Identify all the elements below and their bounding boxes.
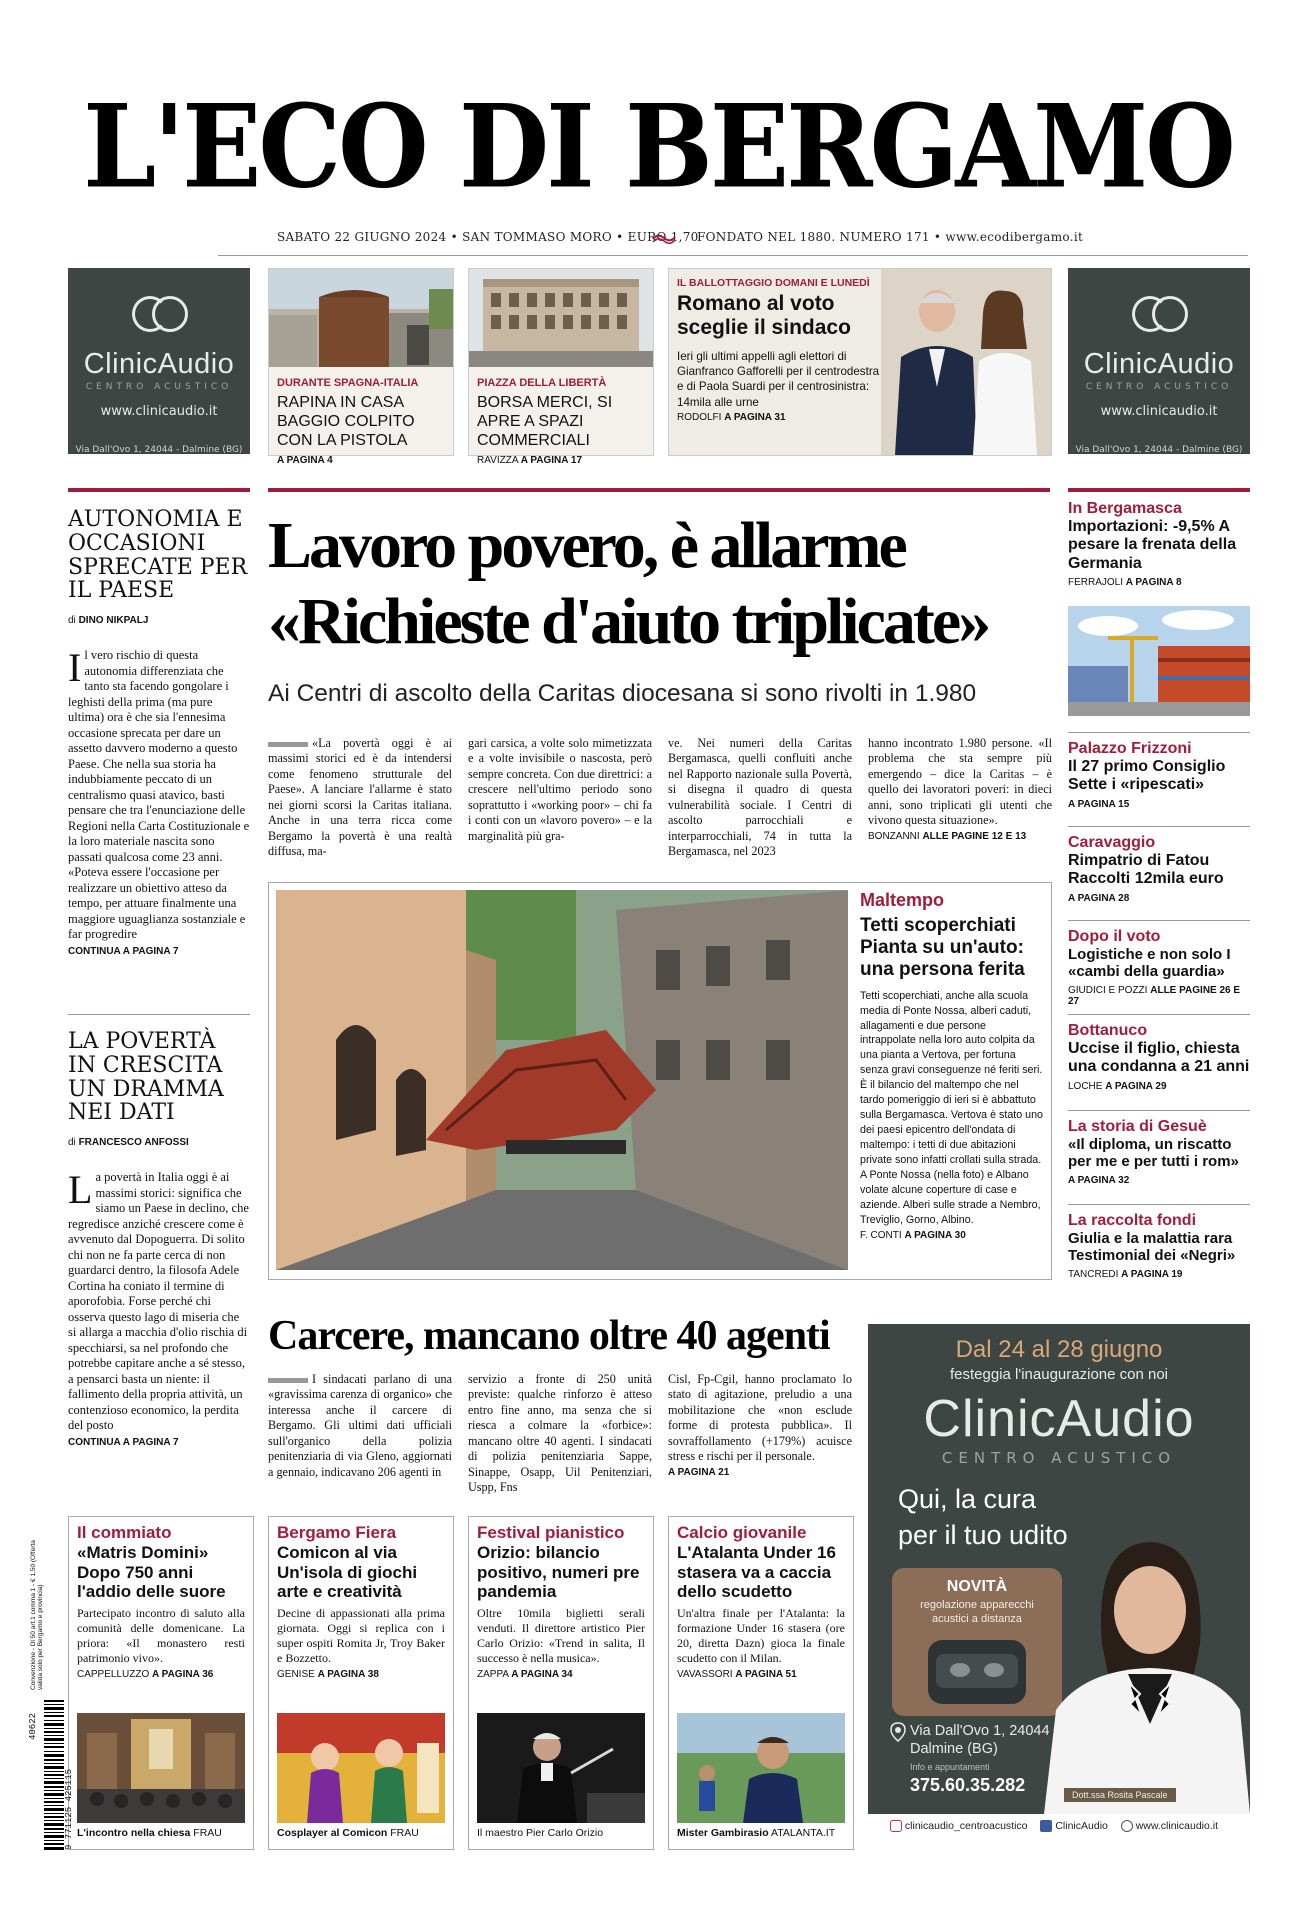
bottom-headline: «Matris Domini» Dopo 750 anni l'addio delle suore	[77, 1543, 226, 1602]
op-ed-autonomia[interactable]	[68, 508, 250, 957]
bottom-kicker: Il commiato	[77, 1523, 172, 1542]
ad-brand: ClinicAudio	[1083, 348, 1235, 380]
ad-address: Via Dall'Ovo 1, 24044 - Dalmine (BG)	[1075, 445, 1243, 455]
globe-icon	[1121, 1820, 1133, 1832]
op-ed-text: l vero rischio di questa autonomia differenziata che tanto sta facendo gongolare i leghisti della prima (ma pure ultima) ora è che sia l'ennesima occasione sprecata per dare un assetto davvero moderno a questo Paese. Che nella sua storia ha indubbiamente peccato di un centralismo quasi atavico, basti pensare che tra l'enunciazione delle Regioni nella Carta Costituzionale e la loro materiale nascita sono passati qualcosa come 23 anni. «Poteva essere l'occasione per realizzare un obiettivo atteso da tempo, per attuare finalmente una maggiore uguaglianza sostanziale e far progredire	[68, 648, 250, 941]
weather-kicker: Maltempo	[860, 890, 945, 910]
lead-column-2: gari carsica, a volte solo mimetizzata e a volte invisibile o nascosta, però sempre concreta. Con due direttrici: a crescere nell'ultimo periodo sono soprattutto i «working poor» – chi fa i conti con un «lavoro povero» – e la marginalità più gra-	[468, 736, 652, 843]
big-ad-social-bar	[868, 1820, 1250, 1846]
weather-photo-street	[276, 890, 848, 1270]
bottom-box-matris-domini[interactable]	[68, 1516, 254, 1850]
barcode-icon	[44, 1700, 64, 1850]
lead-column-4: hanno incontrato 1.980 persone. «Il problema che sta sempre più emergendo – dice la Caritas – è quello dei lavoratori poveri: in dieci anni, sono triplicati gli utenti che vivono questa situazione». BONZANNI ALLE PAGINE 12 E 13	[868, 736, 1052, 842]
big-ad-info-label: Info e appuntamenti	[910, 1762, 990, 1773]
bottom-ref-page: A PAGINA 51	[735, 1668, 797, 1680]
sidebar-headline: Rimpatrio di Fatou Raccolti 12mila euro	[1068, 852, 1224, 888]
ballot-headline: Romano al voto sceglie il sindaco	[677, 292, 851, 340]
sidebar-ref-page: A PAGINA 29	[1105, 1080, 1167, 1092]
op-ed-dropcap: L	[68, 1167, 93, 1212]
teaser-kicker: DURANTE SPAGNA-ITALIA	[277, 377, 419, 389]
bottom-text: Oltre 10mila biglietti serali venduti. Il direttore artistico Pier Carlo Orizio: «Trend in salita, Il successo è nella musica».	[477, 1605, 645, 1666]
sidebar-headline: Il 27 primo Consiglio Sette i «ripescati»	[1068, 758, 1226, 794]
ad-sub: CENTRO ACUSTICO	[1085, 382, 1233, 392]
op-ed-dropcap: I	[68, 645, 82, 690]
social-web[interactable]: www.clinicaudio.it	[1135, 1820, 1219, 1832]
bottom-box-atalanta[interactable]	[668, 1516, 854, 1850]
big-ad-tagline1: Qui, la cura	[898, 1484, 1037, 1514]
bottom-ref-author: GENISE	[277, 1668, 315, 1680]
teaser-ballottaggio[interactable]	[668, 268, 1052, 456]
social-facebook[interactable]: ClinicAudio	[1055, 1820, 1108, 1832]
big-ad-brand: ClinicAudio	[923, 1390, 1195, 1448]
clinicaudio-logo-icon	[126, 294, 192, 338]
sidebar-ref-author: FERRAJOLI	[1068, 577, 1124, 589]
sidebar-divider	[1068, 1110, 1250, 1111]
sidebar-item-gesue[interactable]	[1068, 1118, 1250, 1186]
bottom-text: Un'altra finale per l'Atalanta: la formazione Under 16 stasera (ore 20, diretta Dazn) gioca la finale scudetto con il Milan.	[677, 1605, 845, 1666]
ballot-ref-author: RODOLFI	[677, 411, 722, 423]
big-ad-sub: CENTRO ACUSTICO	[941, 1449, 1177, 1467]
teaser-photo-building	[469, 269, 653, 367]
teaser-headline: RAPINA IN CASA BAGGIO COLPITO CON LA PISTOLA	[277, 394, 415, 450]
prison-ref-page: A PAGINA 21	[668, 1466, 730, 1478]
bottom-ref-page: A PAGINA 36	[152, 1668, 214, 1680]
sidebar-divider	[1068, 732, 1250, 733]
big-ad-address2: Dalmine (BG)	[910, 1741, 998, 1758]
bottom-ref-author: CAPPELLUZZO	[77, 1668, 150, 1680]
op-ed-title: LA POVERTÀ IN CRESCITA UN DRAMMA NEI DATI	[68, 1029, 224, 1126]
big-ad-badge-text: regolazione apparecchi acustici a distanza	[920, 1599, 1034, 1626]
sidebar-ref-author: LOCHE	[1068, 1080, 1103, 1092]
prison-column-3: Cisl, Fp-Cgil, hanno proclamato lo stato di agitazione, preludio a una mobilitazione che «non esclude forme di protesta pubblica». Il sovraffollamento (+179%) acuisce stress e rischi per il personale. A PAGINA 21	[668, 1372, 852, 1478]
lead-ref-author: BONZANNI	[868, 830, 920, 842]
sidebar-headline: Logistiche e non solo I «cambi della guardia»	[1068, 946, 1231, 981]
teaser-ref-page: A PAGINA 4	[277, 454, 333, 466]
sidebar-kicker: Caravaggio	[1068, 834, 1156, 851]
sidebar-headline: «Il diploma, un riscatto per me e per tutti i rom»	[1068, 1136, 1239, 1171]
big-ad-doctor: Dott.ssa Rosita Pascale	[1064, 1788, 1176, 1802]
big-ad-clinicaudio[interactable]	[868, 1324, 1250, 1814]
weather-ref-page: A PAGINA 30	[904, 1230, 966, 1242]
bottom-kicker: Bergamo Fiera	[277, 1523, 397, 1542]
bottom-photo-cosplayer	[277, 1713, 445, 1823]
bottom-kicker: Festival pianistico	[477, 1523, 625, 1542]
bottom-ref-author: VAVASSORI	[677, 1668, 733, 1680]
bottom-caption-credit: ATALANTA.IT	[770, 1827, 836, 1839]
op-ed-author: DINO NIKPALJ	[78, 615, 149, 626]
big-ad-phone[interactable]: 375.60.35.282	[910, 1774, 1026, 1795]
op-ed-text: a povertà in Italia oggi è ai massimi storici: significa che siamo un Paese in declino, che regredisce anziché crescere come è avvenuto dal Dopoguerra. Di solito chi non ne fa parte cerca di non guardarci dentro, la filosofa Adele Cortina ha coniato il termine di aporofobia. Forse perché chi osserva questo lago di miseria che si allarga a macchia d'olio rischia di specchiarsi, sa nel profondo che potrebbe capitare anche a sé stesso, a pensarci basta un niente: il fallimento della propria attività, un contenzioso economico, la perdita del posto	[68, 1170, 249, 1432]
lead-headline-line2[interactable]: «Richieste d'aiuto triplicate»	[268, 585, 989, 658]
sidebar-ref-page: A PAGINA 19	[1121, 1268, 1183, 1280]
lead-rule	[268, 488, 1050, 492]
bottom-headline: L'Atalanta Under 16 stasera va a caccia dello scudetto	[677, 1543, 836, 1602]
right-column-rule	[1068, 488, 1250, 492]
big-ad-dates: Dal 24 al 28 giugno	[955, 1336, 1163, 1363]
lead-column-1: «La povertà oggi è ai massimi storici ed è da intendersi come fenomeno strutturale del Paese». A lanciare l'allarme è stato nei giorni scorsi la Caritas italiana. Anche in una terra ricca come Bergamo la povertà è una realtà diffusa, ma-	[268, 736, 452, 859]
teaser-headline: BORSA MERCI, SI APRE A SPAZI COMMERCIALI	[477, 394, 613, 450]
sidebar-ref-page: A PAGINA 8	[1125, 577, 1182, 589]
sidebar-item-palazzo-frizzoni[interactable]	[1068, 740, 1250, 810]
sidebar-ref-author: TANCREDI	[1068, 1268, 1119, 1280]
lead-ref-page: ALLE PAGINE 12 E 13	[922, 830, 1027, 842]
op-ed-by: di	[68, 615, 76, 626]
bottom-caption: Mister Gambirasio	[677, 1827, 769, 1839]
sidebar-divider	[1068, 920, 1250, 921]
instagram-icon	[890, 1820, 902, 1832]
sidebar-divider	[1068, 1204, 1250, 1205]
wave-icon	[652, 229, 676, 241]
op-ed-title: AUTONOMIA E OCCASIONI SPRECATE PER IL PAESE	[68, 507, 248, 604]
barcode-issue-code: 40622	[28, 1712, 38, 1740]
barcode-number: 9 771125 425115	[64, 1768, 74, 1850]
prison-column-2: servizio a fronte di 250 unità previste: qualche rinforzo è atteso entro fine anno, ma senza che si riesca a colmare la «forbice»: mancano oltre 40 agenti. I sindacati di polizia penitenziaria Sappe, Sinappe, Osapp, Uil Penitenziari, Uspp, Fns	[468, 1372, 652, 1495]
op-ed-poverta[interactable]	[68, 1030, 250, 1448]
ballot-kicker: IL BALLOTTAGGIO DOMANI E LUNEDÌ	[677, 277, 870, 289]
ballot-ref-page: A PAGINA 31	[724, 411, 786, 423]
big-ad-badge-title: NOVITÀ	[946, 1578, 1008, 1595]
ad-url: www.clinicaudio.it	[100, 404, 218, 419]
sidebar-kicker: La raccolta fondi	[1068, 1212, 1197, 1229]
barcode-legal-text: Convenzione - Dl 50 art.1 comma 1 - € 1,50 (Offerta valida solo per Bergamo e provincia)	[30, 1540, 45, 1690]
prison-headline[interactable]: Carcere, mancano oltre 40 agenti	[268, 1313, 830, 1359]
weather-headline: Tetti scoperchiati Pianta su un'auto: una persona ferita	[860, 915, 1025, 980]
left-divider	[68, 1014, 250, 1015]
weather-text-block	[860, 890, 1044, 1241]
op-ed-author: FRANCESCO ANFOSSI	[78, 1137, 189, 1148]
bottom-box-comicon[interactable]	[268, 1516, 454, 1850]
left-column-rule	[68, 488, 250, 492]
bottom-caption: Il maestro Pier Carlo Orizio	[477, 1827, 604, 1839]
bottom-ref-page: A PAGINA 38	[317, 1668, 379, 1680]
bottom-text: Decine di appassionati alla prima giornata. Oggi si replica con i super ospiti Romita Jr, Troy Baker e Bozzetto.	[277, 1605, 445, 1666]
sidebar-photo-containers	[1068, 606, 1250, 716]
teaser-kicker: PIAZZA DELLA LIBERTÀ	[477, 377, 607, 389]
big-ad-address1: Via Dall'Ovo 1, 24044	[910, 1723, 1050, 1739]
bottom-caption: Cosplayer al Comicon	[277, 1827, 388, 1839]
bottom-headline: Comicon al via Un'isola di giochi arte e creatività	[277, 1543, 418, 1602]
ad-sub: CENTRO ACUSTICO	[85, 382, 233, 392]
bottom-ref-author: ZAPPA	[477, 1668, 509, 1680]
bottom-headline: Orizio: bilancio positivo, numeri pre pandemia	[477, 1543, 640, 1602]
top-left-ad[interactable]	[68, 268, 250, 454]
bottom-caption-credit: FRAU	[390, 1827, 419, 1839]
ad-url: www.clinicaudio.it	[1100, 404, 1218, 419]
ballot-photo-candidates	[881, 269, 1051, 455]
sidebar-item-caravaggio[interactable]	[1068, 834, 1250, 904]
lead-subtitle: Ai Centri di ascolto della Caritas diocesana si sono rivolti in 1.980	[268, 680, 977, 707]
bottom-ref-page: A PAGINA 34	[511, 1668, 573, 1680]
social-instagram[interactable]: clinicaudio_centroacustico	[904, 1820, 1028, 1832]
ballot-text: Ieri gli ultimi appelli agli elettori di Gianfranco Gafforelli per il centrodestra e di Paola Suardi per il centrosinistra: 14mila alle urne	[677, 349, 880, 409]
sidebar-divider	[1068, 826, 1250, 827]
sidebar-item-importazioni[interactable]	[1068, 500, 1250, 588]
bottom-photo-church	[77, 1713, 245, 1823]
sidebar-ref-page: A PAGINA 28	[1068, 892, 1130, 904]
teaser-ref-author: RAVIZZA	[477, 454, 518, 466]
date-line: SABATO 22 GIUGNO 2024 • SAN TOMMASO MORO • EURO 1,70	[277, 230, 699, 244]
bottom-box-festival-pianistico[interactable]	[468, 1516, 654, 1850]
top-right-ad[interactable]	[1068, 268, 1250, 454]
bottom-kicker: Calcio giovanile	[677, 1523, 807, 1542]
ad-address: Via Dall'Ovo 1, 24044 - Dalmine (BG)	[75, 445, 243, 455]
prison-column-1: I sindacati parlano di una «gravissima carenza di organico» che interessa anche il carcere di Bergamo. Gli ultimi dati ufficiali sull'organico della polizia penitenziaria di via Gleno, aggiornati a gennaio, indicavano 206 agenti in	[268, 1372, 452, 1479]
sidebar-ref-page: ALLE PAGINE 26 E 27	[1068, 984, 1241, 1007]
masthead-rule	[218, 255, 1248, 256]
big-ad-photo-doctor	[1044, 1524, 1250, 1814]
big-ad-line: festeggia l'inaugurazione con noi	[949, 1366, 1169, 1383]
facebook-icon	[1040, 1820, 1052, 1832]
lead-headline-line1[interactable]: Lavoro povero, è allarme	[268, 509, 905, 582]
op-ed-cont: CONTINUA A PAGINA 7	[68, 1436, 179, 1448]
sidebar-kicker: Bottanuco	[1068, 1022, 1148, 1039]
sidebar-headline: Uccise il figlio, chiesta una condanna a 21 anni	[1068, 1040, 1250, 1076]
weather-ref-author: F. CONTI	[860, 1230, 902, 1242]
bottom-photo-coach	[677, 1713, 845, 1823]
teaser-baggio[interactable]	[268, 268, 454, 466]
sidebar-ref-page: A PAGINA 15	[1068, 798, 1130, 810]
sidebar-kicker: Palazzo Frizzoni	[1068, 740, 1192, 757]
teaser-photo-gate	[269, 269, 453, 367]
teaser-borsa-merci[interactable]	[468, 268, 654, 466]
sidebar-headline: Giulia e la malattia rara Testimonial dei «Negri»	[1068, 1230, 1236, 1265]
location-pin-icon	[890, 1722, 906, 1742]
founded-line: FONDATO NEL 1880. NUMERO 171 • www.ecodibergamo.it	[697, 230, 1084, 244]
ad-brand: ClinicAudio	[83, 348, 235, 380]
prison-dash	[268, 1378, 308, 1383]
clinicaudio-logo-icon	[1126, 294, 1192, 338]
op-ed-cont: CONTINUA A PAGINA 7	[68, 945, 179, 957]
lead-column-3: ve. Nei numeri della Caritas Bergamasca, quelli confluiti anche nel Rapporto nazionale sulla Povertà, si disegna il quadro di questa vulnerabilità sociale. I Centri di ascolto parrocchiali e interparrocchiali, 74 in tutta la Bergamasca, nel 2023	[668, 736, 852, 859]
teaser-ref-page: A PAGINA 17	[520, 454, 583, 466]
sidebar-divider	[1068, 1014, 1250, 1015]
weather-text: Tetti scoperchiati, anche alla scuola media di Ponte Nossa, alberi caduti, allagamenti e due persone intrappolate nella loro auto colpita da una pianta a Vertova, per fortuna senza gravi conseguenze né feriti seri. È il bilancio del maltempo che nel tardo pomeriggio di ieri si è abbattuto sulla Bergamasca. Vertova è stato uno dei paesi epicentro dell'ondata di maltempo: i tetti di due abitazioni private sono infatti crollati sulla strada. A Ponte Nossa (nella foto) e Albano volate alcune coperture di case e aziende. Alberi sulle strade a Nembro, Treviglio, Gorno, Albino.	[860, 989, 1043, 1227]
sidebar-kicker: Dopo il voto	[1068, 928, 1161, 945]
masthead-title: L'ECO DI BERGAMO	[83, 78, 1233, 215]
lead-dash	[268, 742, 308, 747]
big-ad-tagline2: per il tuo udito	[898, 1520, 1068, 1550]
sidebar-headline: Importazioni: -9,5% A pesare la frenata della Germania	[1068, 518, 1237, 572]
sidebar-item-bottanuco[interactable]	[1068, 1022, 1250, 1092]
sidebar-item-dopo-il-voto[interactable]	[1068, 928, 1250, 1007]
bottom-text: Partecipato incontro di saluto alla comunità delle domenicane. La priora: «Il monastero resti patrimonio vivo».	[77, 1605, 245, 1666]
bottom-caption-credit: FRAU	[193, 1827, 222, 1839]
hearing-aid-case-icon	[922, 1634, 1032, 1710]
sidebar-ref-author: GIUDICI E POZZI	[1068, 984, 1148, 996]
big-ad-badge	[892, 1568, 1062, 1716]
bottom-caption: L'incontro nella chiesa	[77, 1827, 191, 1839]
sidebar-kicker: In Bergamasca	[1068, 500, 1182, 517]
sidebar-ref-page: A PAGINA 32	[1068, 1174, 1130, 1186]
op-ed-by: di	[68, 1137, 76, 1148]
sidebar-kicker: La storia di Gesuè	[1068, 1118, 1207, 1135]
bottom-photo-conductor	[477, 1713, 645, 1823]
sidebar-item-raccolta-fondi[interactable]	[1068, 1212, 1250, 1280]
